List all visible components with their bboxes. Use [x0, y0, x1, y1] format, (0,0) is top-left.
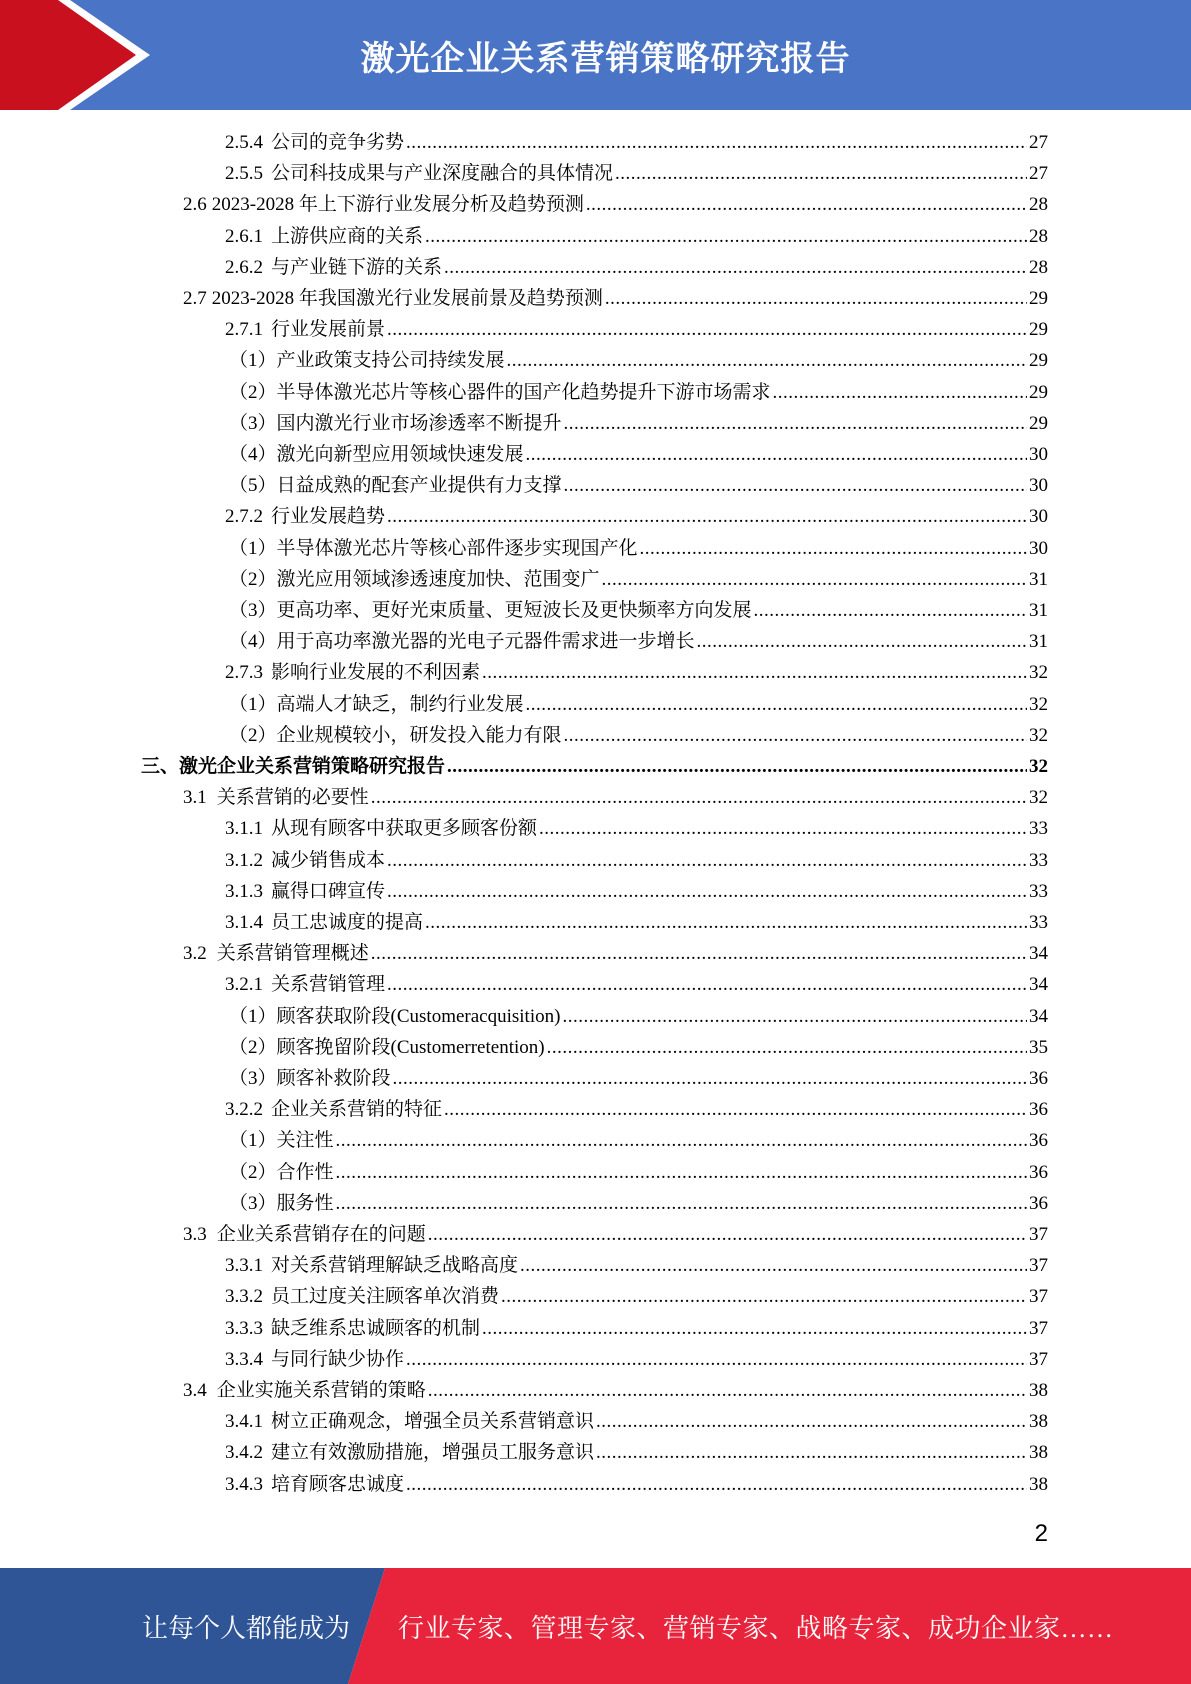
toc-leader-dots	[387, 845, 1027, 876]
toc-leader-dots	[336, 1188, 1027, 1219]
toc-leader-dots	[428, 1375, 1027, 1406]
toc-entry-title: 关系营销管理概述	[216, 943, 369, 965]
toc-entry-number: （2）	[229, 568, 277, 590]
toc-leader-dots	[526, 439, 1027, 470]
toc-leader-dots	[754, 595, 1027, 626]
toc-leader-dots	[425, 907, 1027, 938]
toc-entry[interactable]	[225, 1313, 1048, 1344]
toc-entry[interactable]	[225, 907, 1048, 938]
toc-entry-number: （3）	[229, 1068, 277, 1089]
toc-entry-number: 2.7	[183, 288, 207, 309]
toc-leader-dots	[547, 1032, 1027, 1063]
toc-entry-number: （1）	[229, 693, 277, 715]
toc-entry-title: 用于高功率激光器的光电子元器件需求进一步增长	[276, 631, 695, 653]
toc-entry[interactable]	[229, 377, 1048, 408]
toc-entry-page: 31	[1029, 600, 1048, 621]
toc-entry-number: （1）	[229, 537, 277, 559]
toc-entry-page: 32	[1029, 756, 1048, 777]
toc-entry[interactable]	[229, 439, 1048, 470]
toc-entry-number: 3.4.1	[225, 1411, 263, 1433]
toc-entry[interactable]	[225, 1344, 1048, 1375]
toc-entry[interactable]	[225, 1437, 1048, 1468]
toc-leader-dots	[697, 626, 1027, 657]
toc-entry[interactable]	[229, 1157, 1048, 1188]
toc-entry-number: 3.3.3	[225, 1317, 263, 1339]
toc-entry[interactable]	[183, 782, 1048, 813]
toc-entry[interactable]	[225, 252, 1048, 283]
toc-leader-dots	[564, 408, 1027, 439]
toc-entry[interactable]	[229, 626, 1048, 657]
toc-entry-page: 33	[1029, 912, 1048, 933]
toc-entry-title: 产业政策支持公司持续发展	[276, 350, 505, 372]
toc-entry-title: 顾客补救阶段	[276, 1068, 391, 1089]
toc-leader-dots	[406, 1469, 1027, 1500]
toc-entry-page: 38	[1029, 1442, 1048, 1464]
toc-entry-title: 企业实施关系营销的策略	[216, 1380, 426, 1401]
toc-entry-title: 顾客挽留阶段(Customerretention)	[276, 1036, 545, 1058]
toc-entry[interactable]	[225, 1406, 1048, 1437]
toc-entry-number: （2）	[229, 1161, 277, 1183]
page-number: 2	[1034, 1520, 1048, 1547]
toc-entry-page: 27	[1029, 132, 1048, 153]
toc-entry[interactable]	[229, 533, 1048, 564]
toc-entry-page: 38	[1029, 1473, 1048, 1495]
toc-entry-number: 2.7.1	[225, 319, 263, 341]
toc-leader-dots	[501, 1281, 1027, 1312]
toc-leader-dots	[387, 969, 1027, 1000]
toc-entry-page: 36	[1029, 1161, 1048, 1183]
toc-entry-page: 29	[1029, 381, 1048, 403]
toc-entry-title: 员工过度关注顾客单次消费	[271, 1286, 500, 1308]
toc-entry-page: 30	[1029, 506, 1048, 528]
toc-entry-page: 32	[1029, 693, 1048, 715]
toc-entry[interactable]	[229, 1001, 1048, 1032]
toc-entry-title: 关系营销管理	[271, 974, 386, 996]
toc-entry-page: 32	[1029, 787, 1048, 809]
toc-leader-dots	[586, 189, 1027, 220]
toc-leader-dots	[615, 158, 1027, 189]
page-header	[0, 0, 1191, 110]
toc-entry-page: 37	[1029, 1286, 1048, 1308]
toc-entry-title: 上游供应商的关系	[271, 225, 424, 247]
toc-entry-page: 31	[1029, 631, 1048, 653]
toc-entry-title: 行业发展趋势	[271, 506, 386, 528]
toc-entry-title: 减少销售成本	[271, 849, 386, 871]
toc-entry[interactable]	[225, 969, 1048, 1000]
toc-entry-page: 29	[1029, 350, 1048, 372]
toc-entry[interactable]	[183, 189, 1048, 220]
toc-leader-dots	[520, 1250, 1027, 1281]
toc-entry-title: 树立正确观念，增强全员关系营销意识	[271, 1411, 595, 1433]
toc-entry-page: 30	[1029, 444, 1048, 465]
toc-entry-number: （3）	[229, 600, 277, 621]
toc-entry[interactable]	[229, 564, 1048, 595]
toc-entry[interactable]	[225, 657, 1048, 688]
toc-entry-page: 29	[1029, 412, 1048, 434]
toc-entry-number: 2.5.4	[225, 132, 263, 153]
toc-entry-page: 27	[1029, 163, 1048, 185]
toc-entry-number: 3.2.2	[225, 1099, 263, 1121]
toc-entry-page: 34	[1029, 1005, 1048, 1027]
toc-entry-title: 激光向新型应用领域快速发展	[276, 444, 524, 465]
toc-leader-dots	[602, 564, 1027, 595]
toc-leader-dots	[444, 252, 1027, 283]
toc-entry-number: 3.4	[183, 1380, 207, 1401]
toc-leader-dots	[605, 283, 1027, 314]
toc-entry[interactable]	[229, 1125, 1048, 1156]
toc-entry-page: 29	[1029, 319, 1048, 341]
toc-entry-page: 32	[1029, 662, 1048, 684]
toc-entry-title: 公司科技成果与产业深度融合的具体情况	[271, 163, 614, 185]
toc-entry-page: 30	[1029, 475, 1048, 497]
toc-entry-page: 36	[1029, 1130, 1048, 1152]
toc-leader-dots	[564, 470, 1027, 501]
footer-slogan-left: 让每个人都能成为	[142, 1613, 351, 1643]
toc-entry-number: 3.1.2	[225, 849, 263, 871]
toc-leader-dots	[387, 501, 1027, 532]
toc-entry[interactable]	[229, 689, 1048, 720]
toc-entry-title: 激光企业关系营销策略研究报告	[179, 756, 446, 777]
toc-entry-title: 服务性	[276, 1192, 334, 1214]
toc-entry-number: 2.6.1	[225, 225, 263, 247]
toc-entry-title: 对关系营销理解缺乏战略高度	[271, 1255, 519, 1277]
toc-leader-dots	[539, 813, 1027, 844]
toc-entry-page: 36	[1029, 1068, 1048, 1089]
toc-entry-number: 三、	[141, 756, 180, 777]
toc-entry-number: （4）	[229, 631, 277, 653]
toc-entry[interactable]	[225, 158, 1048, 189]
toc-entry-page: 33	[1029, 818, 1048, 840]
toc-entry[interactable]	[141, 751, 1048, 782]
toc-entry-title: 激光应用领域渗透速度加快、范围变广	[276, 568, 600, 590]
toc-entry[interactable]	[225, 1281, 1048, 1312]
toc-entry-title: 半导体激光芯片等核心器件的国产化趋势提升下游市场需求	[276, 381, 771, 403]
toc-entry-number: 3.1.4	[225, 912, 263, 933]
toc-entry-title: 国内激光行业市场渗透率不断提升	[276, 412, 562, 434]
toc-entry-title: 从现有顾客中获取更多顾客份额	[271, 818, 538, 840]
toc-leader-dots	[444, 1094, 1027, 1125]
toc-entry-number: 3.3	[183, 1224, 207, 1245]
toc-entry-title: 更高功率、更好光束质量、更短波长及更快频率方向发展	[276, 600, 752, 621]
footer-slogan-right: 行业专家、管理专家、营销专家、战略专家、成功企业家……	[398, 1613, 1114, 1643]
toc-entry-page: 28	[1029, 225, 1048, 247]
toc-entry-number: 2.6.2	[225, 256, 263, 278]
toc-entry-title: 高端人才缺乏，制约行业发展	[276, 693, 524, 715]
toc-leader-dots	[596, 1437, 1027, 1468]
toc-entry[interactable]	[225, 501, 1048, 532]
toc-entry-page: 28	[1029, 256, 1048, 278]
toc-entry[interactable]	[229, 408, 1048, 439]
toc-entry-page: 35	[1029, 1036, 1048, 1058]
toc-entry-title: 公司的竞争劣势	[271, 132, 405, 153]
toc-leader-dots	[482, 657, 1027, 688]
toc-leader-dots	[425, 221, 1027, 252]
toc-entry-number: （2）	[229, 1036, 277, 1058]
toc-entry-page: 34	[1029, 974, 1048, 996]
toc-entry-title: 赢得口碑宣传	[271, 880, 386, 902]
toc-entry-title: 2023-2028 年我国激光行业发展前景及趋势预测	[211, 288, 603, 309]
toc-entry-number: 3.4.3	[225, 1473, 263, 1495]
toc-entry-page: 33	[1029, 849, 1048, 871]
toc-entry[interactable]	[225, 813, 1048, 844]
toc-entry-number: （1）	[229, 1005, 277, 1027]
toc-entry-title: 日益成熟的配套产业提供有力支撑	[276, 475, 562, 497]
toc-entry[interactable]	[229, 1063, 1048, 1094]
toc-entry[interactable]	[225, 221, 1048, 252]
toc-entry-page: 37	[1029, 1317, 1048, 1339]
toc-entry-page: 31	[1029, 568, 1048, 590]
toc-leader-dots	[482, 1313, 1027, 1344]
toc-leader-dots	[773, 377, 1027, 408]
toc-entry-page: 29	[1029, 288, 1048, 309]
toc-entry-number: 3.1.1	[225, 818, 263, 840]
toc-leader-dots	[393, 1063, 1027, 1094]
toc-entry-title: 企业关系营销存在的问题	[216, 1224, 426, 1245]
toc-entry-number: 3.4.2	[225, 1442, 263, 1464]
toc-entry[interactable]	[183, 1375, 1048, 1406]
toc-entry-page: 30	[1029, 537, 1048, 559]
toc-entry-page: 37	[1029, 1255, 1048, 1277]
toc-leader-dots	[564, 720, 1027, 751]
toc-entry[interactable]	[229, 595, 1048, 626]
toc-entry-title: 缺乏维系忠诚顾客的机制	[271, 1317, 481, 1339]
toc-entry-page: 38	[1029, 1380, 1048, 1401]
toc-entry[interactable]	[229, 470, 1048, 501]
toc-entry-title: 员工忠诚度的提高	[271, 912, 424, 933]
toc-entry-number: 3.1.3	[225, 880, 263, 902]
toc-entry[interactable]	[225, 845, 1048, 876]
toc-leader-dots	[526, 689, 1027, 720]
toc-entry[interactable]	[225, 1469, 1048, 1500]
toc-leader-dots	[371, 938, 1027, 969]
toc-entry-number: 3.2	[183, 943, 207, 965]
toc-entry-number: 3.2.1	[225, 974, 263, 996]
toc-entry[interactable]	[183, 1219, 1048, 1250]
toc-entry-title: 半导体激光芯片等核心部件逐步实现国产化	[276, 537, 638, 559]
toc-entry[interactable]	[183, 283, 1048, 314]
header-title: 激光企业关系营销策略研究报告	[360, 38, 851, 79]
toc-entry[interactable]	[229, 1032, 1048, 1063]
toc-leader-dots	[387, 876, 1027, 907]
toc-entry-number: 2.6	[183, 194, 207, 216]
toc-entry-title: 合作性	[276, 1161, 334, 1183]
toc-entry-title: 关注性	[276, 1130, 334, 1152]
toc-entry-number: （3）	[229, 1192, 277, 1214]
toc-entry-page: 28	[1029, 194, 1048, 216]
toc-leader-dots	[406, 127, 1027, 158]
toc-entry-title: 行业发展前景	[271, 319, 386, 341]
toc-entry[interactable]	[225, 1250, 1048, 1281]
toc-leader-dots	[507, 345, 1027, 376]
toc-entry-page: 36	[1029, 1192, 1048, 1214]
toc-entry-number: 3.1	[183, 787, 207, 809]
toc-leader-dots	[562, 1001, 1027, 1032]
toc-entry-title: 关系营销的必要性	[216, 787, 369, 809]
toc-entry[interactable]	[229, 720, 1048, 751]
toc-entry-page: 36	[1029, 1099, 1048, 1121]
toc-entry-title: 2023-2028 年上下游行业发展分析及趋势预测	[211, 194, 584, 216]
toc-entry-page: 37	[1029, 1224, 1048, 1245]
toc-entry-page: 33	[1029, 880, 1048, 902]
toc-entry-title: 企业关系营销的特征	[271, 1099, 443, 1121]
toc-entry-number: 2.7.2	[225, 506, 263, 528]
toc-entry-title: 顾客获取阶段(Customeracquisition)	[276, 1005, 561, 1027]
toc-entry[interactable]	[229, 345, 1048, 376]
toc-entry[interactable]	[229, 1188, 1048, 1219]
toc-entry-number: 2.5.5	[225, 163, 263, 185]
toc-entry-number: （1）	[229, 1130, 277, 1152]
toc-leader-dots	[336, 1125, 1027, 1156]
toc-leader-dots	[336, 1157, 1027, 1188]
toc-leader-dots	[387, 314, 1027, 345]
toc-entry-page: 34	[1029, 943, 1048, 965]
toc-entry-title: 建立有效激励措施，增强员工服务意识	[271, 1442, 595, 1464]
toc-entry[interactable]	[225, 876, 1048, 907]
toc-entry-number: （5）	[229, 475, 277, 497]
toc-entry-page: 38	[1029, 1411, 1048, 1433]
toc-leader-dots	[447, 751, 1027, 782]
toc-entry[interactable]	[225, 314, 1048, 345]
toc-entry-title: 培育顾客忠诚度	[271, 1473, 405, 1495]
toc-entry-number: （2）	[229, 381, 277, 403]
toc-entry-title: 企业规模较小，研发投入能力有限	[276, 724, 562, 746]
toc-entry[interactable]	[183, 938, 1048, 969]
toc-entry-title: 与同行缺少协作	[271, 1348, 405, 1370]
page-footer	[0, 1568, 1191, 1684]
toc-entry-number: 3.3.2	[225, 1286, 263, 1308]
toc-entry-title: 影响行业发展的不利因素	[271, 662, 481, 684]
toc-entry-page: 37	[1029, 1348, 1048, 1370]
toc-leader-dots	[406, 1344, 1027, 1375]
toc-entry-number: （4）	[229, 444, 277, 465]
toc-leader-dots	[596, 1406, 1027, 1437]
toc-entry-number: （2）	[229, 724, 277, 746]
toc-entry-number: （3）	[229, 412, 277, 434]
toc-entry[interactable]	[225, 127, 1048, 158]
toc-leader-dots	[640, 533, 1027, 564]
toc-entry-title: 与产业链下游的关系	[271, 256, 443, 278]
toc-entry-number: （1）	[229, 350, 277, 372]
toc-entry-number: 2.7.3	[225, 662, 263, 684]
toc-entry[interactable]	[225, 1094, 1048, 1125]
toc-entry-page: 32	[1029, 724, 1048, 746]
toc-entry-number: 3.3.4	[225, 1348, 263, 1370]
toc-entry-number: 3.3.1	[225, 1255, 263, 1277]
toc-leader-dots	[428, 1219, 1027, 1250]
toc-leader-dots	[371, 782, 1027, 813]
